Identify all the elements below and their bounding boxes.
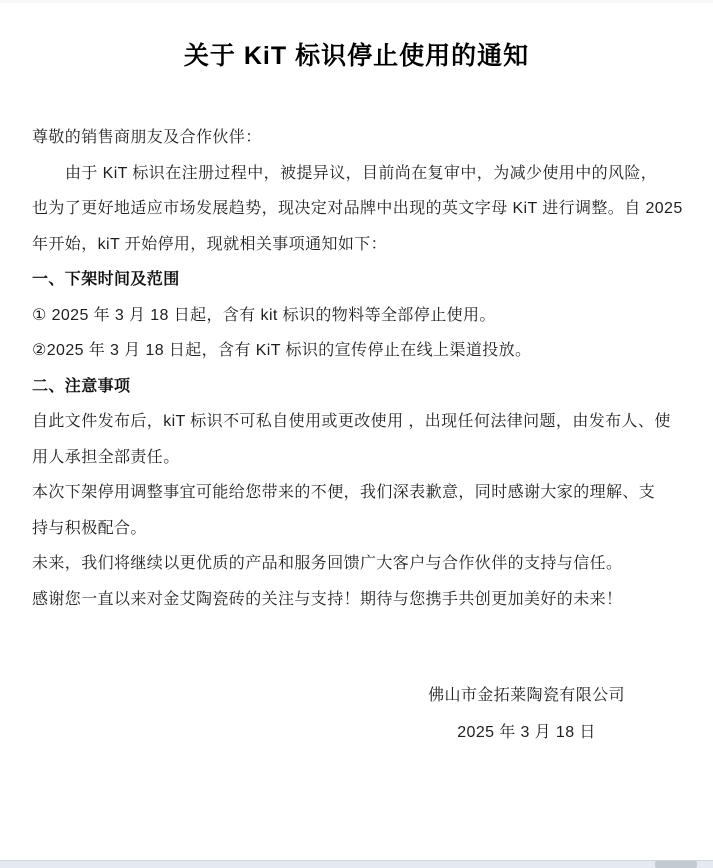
notice-body [32,120,682,617]
section1-heading: 一、下架时间及范围 [32,271,180,288]
closing-line-1: 本次下架停用调整事宜可能给您带来的不便，我们深表歉意，同时感谢大家的理解、支 [32,484,656,501]
signature-date: 2025 年 3 月 18 日 [457,724,596,741]
greeting-line: 尊敬的销售商朋友及合作伙伴： [32,129,262,146]
company-name: 佛山市金拓莱陶瓷有限公司 [428,687,625,704]
horizontal-scrollbar-thumb[interactable] [655,861,697,868]
intro-line-2: 也为了更好地适应市场发展趋势，现决定对品牌中出现的英文字母 KiT 进行调整。自 2025 [32,200,683,217]
closing-line-2: 持与积极配合。 [32,519,147,537]
signature-block [340,677,713,751]
section1-item-1: ① 2025 年 3 月 18 日起，含有 kit 标识的物料等全部停止使用。 [32,306,496,324]
notice-title: 关于 KiT 标识停止使用的通知 [183,42,530,70]
horizontal-scrollbar[interactable] [0,860,713,868]
section2-line-2: 用人承担全部责任。 [32,448,180,466]
section1-item-2: ②2025 年 3 月 18 日起，含有 KiT 标识的宣传停止在线上渠道投放。 [32,342,532,359]
closing-line-3: 未来，我们将继续以更优质的产品和服务回馈广大客户与合作伙伴的支持与信任。 [32,555,623,572]
closing-line-4: 感谢您一直以来对金艾陶瓷砖的关注与支持！期待与您携手共创更加美好的未来！ [32,590,623,608]
intro-line-3: 年开始，kiT 开始停用，现就相关事项通知如下： [32,235,388,253]
page-top-edge [0,0,713,3]
section2-heading: 二、注意事项 [32,377,131,395]
section2-line-1: 自此文件发布后，kiT 标识不可私自使用或更改使用 ，出现任何法律问题，由发布人、使 [32,413,671,430]
intro-line-1: 由于 KiT 标识在注册过程中，被提异议，目前尚在复审中，为减少使用中的风险， [65,164,658,182]
